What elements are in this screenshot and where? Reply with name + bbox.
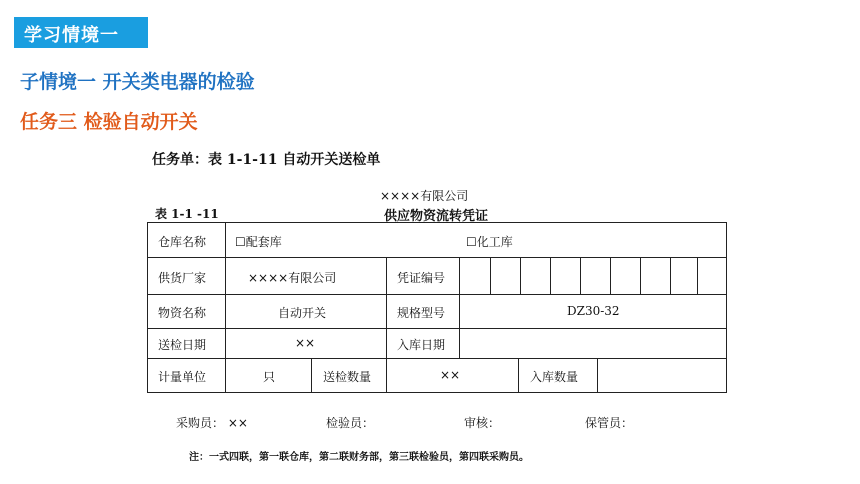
- keeper-signature: 保管员：: [585, 416, 634, 430]
- company-name: ××××有限公司: [380, 189, 469, 203]
- table-number: 表 1-1 -11: [155, 207, 219, 221]
- unit-label: 计量单位: [158, 370, 207, 384]
- col-divider: [518, 358, 519, 392]
- warehouse-label: 仓库名称: [158, 235, 207, 249]
- col-divider: [597, 358, 598, 392]
- stock-date-label: 入库日期: [397, 338, 446, 352]
- voucher-table: [147, 222, 727, 393]
- supplier-value: ××××有限公司: [248, 271, 337, 285]
- row-divider: [148, 294, 726, 295]
- voucher-box-divider: [670, 257, 671, 294]
- warehouse-option-supporting: ☐配套库: [235, 235, 282, 249]
- reviewer-signature: 审核：: [464, 416, 501, 430]
- material-label: 物资名称: [158, 306, 207, 320]
- form-note: 注：一式四联，第一联仓库，第二联财务部，第三联检验员，第四联采购员。: [189, 452, 529, 463]
- warehouse-option-chemical: ☐化工库: [466, 235, 513, 249]
- spec-label: 规格型号: [397, 306, 446, 320]
- unit-value: 只: [263, 370, 276, 384]
- col-divider: [311, 358, 312, 392]
- row-divider: [148, 358, 726, 359]
- supplier-label: 供货厂家: [158, 271, 207, 285]
- voucher-box-divider: [520, 257, 521, 294]
- task-heading: 任务三 检验自动开关: [20, 111, 198, 133]
- col-divider: [225, 223, 226, 392]
- voucher-box-divider: [550, 257, 551, 294]
- voucher-box-divider: [610, 257, 611, 294]
- voucher-box-divider: [580, 257, 581, 294]
- material-value: 自动开关: [278, 306, 327, 320]
- col-divider: [386, 257, 387, 358]
- stock-qty-label: 入库数量: [530, 370, 579, 384]
- sub-context-heading: 子情境一 开关类电器的检验: [20, 71, 255, 93]
- col-divider: [386, 358, 387, 392]
- col-divider: [459, 257, 460, 358]
- voucher-box-divider: [640, 257, 641, 294]
- table-name: 供应物资流转凭证: [384, 209, 489, 224]
- spec-value: DZ30-32: [567, 304, 620, 318]
- buyer-signature: 采购员： ××: [176, 416, 248, 430]
- inspect-date-value: ××: [295, 336, 316, 350]
- section-tag: [14, 17, 148, 48]
- inspector-signature: 检验员：: [326, 416, 375, 430]
- section-tag-label: 学习情境一: [24, 25, 119, 46]
- inspect-qty-value: ××: [440, 368, 461, 382]
- voucher-box-divider: [490, 257, 491, 294]
- row-divider: [148, 328, 726, 329]
- voucher-label: 凭证编号: [397, 271, 446, 285]
- inspect-qty-label: 送检数量: [323, 370, 372, 384]
- voucher-box-divider: [697, 257, 698, 294]
- inspect-date-label: 送检日期: [158, 338, 207, 352]
- task-sheet-title: 任务单：表 1-1-11 自动开关送检单: [152, 152, 381, 168]
